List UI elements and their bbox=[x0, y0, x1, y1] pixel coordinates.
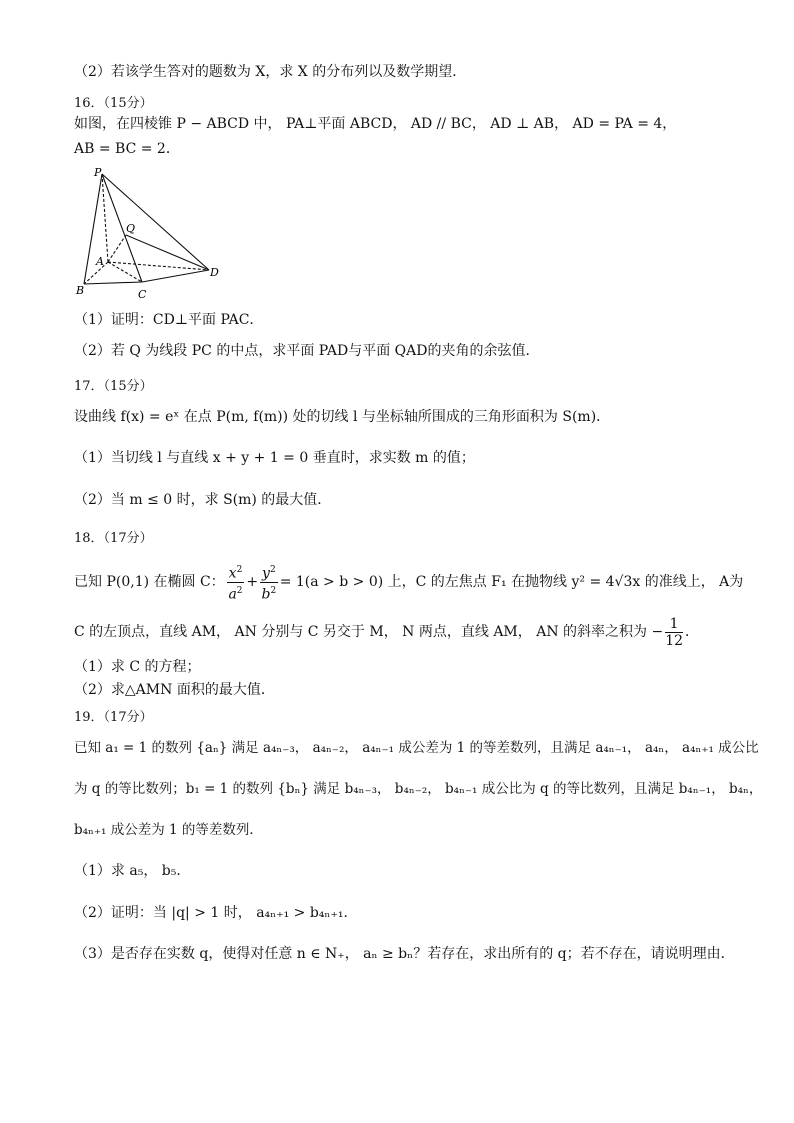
label-P: P bbox=[94, 166, 102, 179]
q19-stem-line3: b₄ₙ₊₁ 成公差为 1 的等差数列． bbox=[74, 822, 263, 838]
q18-header: 18．（17分） bbox=[74, 531, 153, 546]
label-B: B bbox=[76, 284, 85, 297]
frac-num: 1 bbox=[665, 616, 683, 633]
q16-part1: （1）证明：CD⊥平面 PAC． bbox=[74, 312, 264, 328]
label-A: A bbox=[96, 255, 104, 268]
q18-stem-line2: C 的左顶点，直线 AM， AN 分别与 C 另交于 M， N 两点，直线 AM， AN 的斜率之积为 − $\frac{1}{12}$ ． bbox=[74, 615, 700, 649]
label-Q: Q bbox=[126, 222, 136, 235]
label-C: C bbox=[138, 288, 147, 301]
label-D: D bbox=[210, 266, 219, 279]
q16-part2: （2）若 Q 为线段 PC 的中点，求平面 PAD与平面 QAD的夹角的余弦值． bbox=[74, 343, 540, 359]
q16-header: 16．（15分） bbox=[74, 96, 153, 111]
q18-stem-b: = 1(a > b > 0) 上，C 的左焦点 F₁ 在抛物线 y² = 4√3x 的准线上， A为 bbox=[279, 574, 744, 591]
q15-part2: （2）若该学生答对的题数为 X，求 X 的分布列以及数学期望． bbox=[74, 64, 467, 80]
q17-stem: 设曲线 f(x) = eˣ 在点 P(m, f(m)) 处的切线 l 与坐标轴所围成的三角形面积为 S(m)． bbox=[74, 409, 611, 425]
q17-header: 17．（15分） bbox=[74, 379, 153, 394]
q19-part1: （1）求 a₅， b₅． bbox=[74, 863, 191, 879]
q18-part1: （1）求 C 的方程； bbox=[74, 659, 201, 675]
q16-stem-line1: 如图，在四棱锥 P − ABCD 中， PA⊥平面 ABCD， AD // BC， AD ⊥ AB， AD = PA = 4， bbox=[74, 116, 677, 132]
q19-stem-line2: 为 q 的等比数列；b₁ = 1 的数列 {bₙ} 满足 b₄ₙ₋₃， b₄ₙ₋₂， b₄ₙ₋₁ 成公比为 q 的等比数列，且满足 b₄ₙ₋₁， b₄ₙ， bbox=[74, 781, 763, 797]
q19-part3: （3）是否存在实数 q，使得对任意 n ∈ N₊， aₙ ≥ bₙ？若存在，求出所有的 q；若不存在，请说明理由． bbox=[74, 946, 735, 962]
pyramid-figure bbox=[74, 162, 234, 302]
q18-part2: （2）求△AMN 面积的最大值． bbox=[74, 682, 275, 698]
q18-stem-line1: 已知 P(0,1) 在椭圆 C： $\frac{x^2}{a^2}$ + $\frac{y^2}{b^2}$ = 1(a > b > 0) 上，C 的左焦点 F₁ 在抛物线 y² = 4√3x 的准线上， A为 bbox=[74, 562, 743, 602]
q18-stem-a: 已知 P(0,1) 在椭圆 C： bbox=[74, 574, 225, 591]
slope-product-fraction bbox=[665, 616, 683, 649]
q18-stem-line2-text: C 的左顶点，直线 AM， AN 分别与 C 另交于 M， N 两点，直线 AM， AN 的斜率之积为 − bbox=[74, 624, 664, 640]
x2-over-a2: $\frac{x^2}{a^2}$ bbox=[227, 562, 245, 602]
q19-part2: （2）证明：当 |q| > 1 时， a₄ₙ₊₁ > b₄ₙ₊₁． bbox=[74, 905, 358, 921]
q17-part2: （2）当 m ≤ 0 时，求 S(m) 的最大值． bbox=[74, 492, 332, 508]
q16-stem-line2: AB = BC = 2． bbox=[74, 141, 180, 157]
q17-part1: （1）当切线 l 与直线 x + y + 1 = 0 垂直时，求实数 m 的值； bbox=[74, 450, 475, 466]
q19-stem-line1: 已知 a₁ = 1 的数列 {aₙ} 满足 a₄ₙ₋₃， a₄ₙ₋₂， a₄ₙ₋₁ 成公差为 1 的等差数列，且满足 a₄ₙ₋₁， a₄ₙ， a₄ₙ₊₁ 成公比 bbox=[74, 740, 759, 756]
y2-over-b2: $\frac{y^2}{b^2}$ bbox=[260, 562, 278, 602]
q19-header: 19．（17分） bbox=[74, 710, 153, 725]
frac-den: 12 bbox=[665, 632, 684, 649]
